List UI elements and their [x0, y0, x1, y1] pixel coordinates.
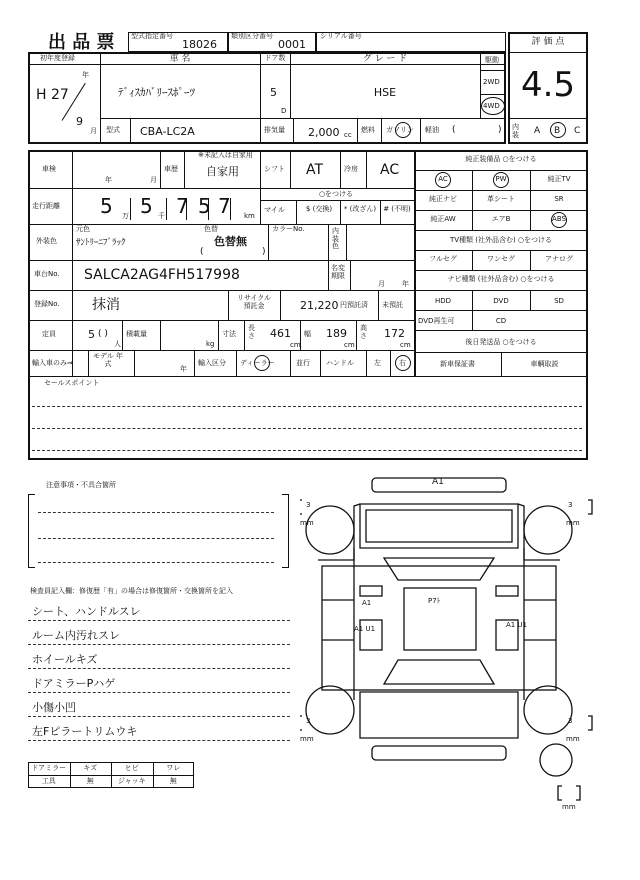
navi-item-0: HDD — [434, 297, 452, 305]
mileage-digit: 5 — [198, 194, 211, 218]
note-underline — [28, 740, 290, 741]
color-label: 外装色 — [36, 237, 57, 245]
note-item: ルーム内汚れスレ — [32, 629, 120, 642]
damage-label-right: A1 U1 — [506, 621, 528, 629]
equip-line — [414, 270, 588, 271]
diesel-paren-open: ( — [452, 125, 456, 135]
dim-label: 寸法 — [222, 330, 236, 338]
note-underline — [28, 692, 290, 693]
recycle-label: リサイクル預託金 — [236, 294, 272, 311]
interior-c: C — [574, 126, 581, 136]
row1-v1 — [100, 52, 101, 144]
tire-unit-fr: mm — [566, 519, 580, 527]
length-value: 461 — [270, 327, 291, 340]
recycle-paid: 円預託済 — [340, 301, 368, 309]
equip-line — [414, 250, 588, 251]
equip-vline — [472, 170, 473, 230]
acc-table-col — [111, 762, 112, 788]
month-unit: 月 — [90, 127, 97, 135]
spec-v-shift2 — [290, 150, 291, 188]
spec-v-namechg — [328, 260, 329, 290]
drive-line2 — [480, 94, 506, 95]
front-left-wheel — [306, 506, 354, 554]
mileage-label: 走行距離 — [32, 202, 60, 210]
notes-label: 注意事項・不具合箇所 — [46, 481, 116, 489]
spec-v-recycle — [228, 290, 229, 320]
unit-sen: 千 — [158, 212, 165, 220]
fuel-gasoline: ガソリン — [386, 126, 414, 134]
mileage-digit: 7 — [176, 194, 189, 218]
damage-label-left: A1 U1 — [354, 625, 376, 633]
spec-v-ac2 — [366, 150, 367, 188]
spec-v-import5 — [290, 350, 291, 376]
spec-v-mile — [260, 188, 261, 224]
colorno-label: カラーNo. — [272, 225, 305, 233]
equip-line — [414, 230, 588, 231]
load-unit: kg — [206, 340, 215, 348]
use-label: 車歴 — [164, 165, 178, 173]
spec-v-int2 — [346, 224, 347, 260]
equip-item-0: AC — [438, 175, 448, 183]
spec-v-import — [88, 350, 89, 376]
altered-label: * (改ざん) — [343, 205, 377, 213]
acc-cell: ヒビ — [124, 764, 139, 772]
equip-vline — [472, 290, 473, 330]
serial-label: シリアル番号 — [320, 32, 362, 40]
rear-left-wheel — [306, 686, 354, 734]
displacement-unit: cc — [344, 131, 352, 139]
ac-value: AC — [380, 162, 400, 178]
later-item-1: 車輌取説 — [530, 360, 559, 368]
tire-depth-fr: 3 — [568, 501, 573, 509]
car-diagram — [300, 470, 600, 810]
registration-label: 登録No. — [34, 300, 60, 308]
score-divider — [508, 52, 588, 53]
equip-vline — [472, 250, 473, 270]
front-right-wheel — [524, 506, 572, 554]
car-name: ﾃﾞｨｽｶﾊﾞﾘｰｽﾎﾟｰﾂ — [118, 86, 195, 99]
mileage-separator — [186, 198, 187, 220]
mileage-separator — [208, 198, 209, 220]
color2-paren-close: ) — [262, 247, 266, 257]
reg-number-label: 型式指定番号 — [131, 32, 173, 40]
dvd-label: DVD再生可 — [418, 317, 455, 325]
sales-line-3 — [32, 450, 582, 451]
model-year-suffix: 年 — [180, 365, 187, 373]
row1-v9 — [381, 118, 382, 144]
acc-cell: キズ — [83, 764, 98, 772]
equip-line — [414, 170, 588, 171]
spec-v-import8 — [390, 350, 391, 376]
spec-v-dim2 — [244, 320, 245, 350]
note-underline — [28, 668, 290, 669]
spare-tire — [540, 744, 572, 776]
later-header: 後日発送品 ○をつける — [465, 338, 537, 346]
acc-cell: ワレ — [166, 764, 181, 772]
equip-item-7: エアB — [491, 215, 511, 223]
notes-bracket-left — [28, 494, 35, 568]
damage-label-front: A1 — [432, 477, 444, 487]
row1-v6 — [260, 118, 261, 144]
acc-cell: ジャッキ — [117, 777, 146, 785]
note-item: シート、ハンドルスレ — [32, 605, 141, 618]
spec-v-load — [122, 320, 123, 350]
damage-label-a1: A1 — [362, 599, 372, 607]
equip-vline — [530, 170, 531, 230]
interior-b-circle — [550, 122, 566, 138]
drive-label: 駆動 — [485, 56, 499, 64]
notes-bracket-right — [282, 494, 289, 568]
ac-label: 冷房 — [344, 165, 358, 173]
spec-v-import2 — [134, 350, 135, 376]
tv-item-0: フルセグ — [429, 255, 457, 263]
note-underline — [28, 620, 290, 621]
equip-selected-circle — [551, 212, 567, 228]
spec-v-use2 — [184, 150, 185, 188]
spec-v-int — [328, 224, 329, 260]
mileage-separator — [230, 198, 231, 220]
tire-depth-fl: 3 — [306, 501, 311, 509]
chassis-value: SALCA2AG4FH517998 — [84, 267, 240, 283]
spec-v-dim3 — [300, 320, 301, 350]
equip-selected-circle — [493, 172, 509, 188]
capacity-paren: ( ) — [98, 329, 108, 339]
drive-4wd-circle — [481, 97, 505, 115]
import-type-label: 輸入区分 — [198, 359, 226, 367]
spec-line-d — [28, 290, 414, 291]
trunk — [360, 692, 518, 738]
spec-v-import6 — [320, 350, 321, 376]
row1-v2 — [260, 52, 261, 118]
equip-item-2: 純正TV — [547, 175, 571, 183]
spec-v-namechg2 — [350, 260, 351, 290]
handle-right: 右 — [399, 359, 406, 367]
interior-color-label: 内装色 — [332, 227, 339, 251]
score-value: 4.5 — [520, 65, 576, 105]
width-label: 幅 — [304, 330, 311, 338]
acc-cell: ドアミラー — [31, 764, 67, 772]
spec-v-use — [160, 150, 161, 188]
model-year-label: モデル 年式 — [93, 352, 123, 368]
sales-point-label: セールスポイント — [44, 379, 100, 387]
acc-cell: 無 — [169, 777, 177, 785]
equip-item-4: 革シート — [487, 195, 515, 203]
orig-color: ｻﾝﾄﾘｰﾆﾌﾞﾗｯｸ — [76, 238, 126, 248]
chassis-label: 車台No. — [34, 270, 60, 278]
mile-label: マイル — [264, 206, 285, 214]
tire-unit-fl: mm — [300, 519, 314, 527]
name-change-month: 月 — [378, 280, 385, 288]
equip-line — [414, 290, 588, 291]
unit-km: km — [244, 212, 255, 220]
acc-table-col — [153, 762, 154, 788]
row1-v3 — [290, 52, 291, 118]
import-dealer: ディーラー — [240, 359, 275, 367]
damage-label-p7: P7ﾄ — [428, 597, 441, 605]
exchange-label: $ (交換) — [305, 205, 333, 213]
load-label: 積載量 — [126, 330, 147, 338]
handle-right-circle — [395, 355, 411, 371]
note-underline — [28, 716, 290, 717]
sales-line-1 — [32, 406, 582, 407]
spec-v-load2 — [160, 320, 161, 350]
tire-depth-rl: 3 — [306, 717, 311, 725]
spec-line-a — [28, 188, 414, 189]
doors-value: 5 — [270, 86, 277, 99]
equip-item-3: 純正ナビ — [429, 195, 457, 203]
mileage-digit: 5 — [140, 194, 153, 218]
length-label: 長さ — [248, 324, 255, 340]
rear-window — [384, 660, 494, 684]
drive-4wd: 4WD — [483, 102, 500, 110]
displacement-label: 排気量 — [264, 126, 285, 134]
fuel-diesel: 軽油 — [425, 126, 439, 134]
tire-depth-rr: 3 — [568, 717, 573, 725]
equip-header: 純正装備品 ○をつける — [465, 155, 537, 163]
displacement-value: 2,000 — [308, 126, 340, 139]
acc-cell: 無 — [86, 777, 94, 785]
year-unit: 年 — [82, 71, 89, 79]
registration-value: 抹消 — [92, 297, 120, 313]
spec-v-mile3 — [340, 200, 341, 224]
grade-label: グ レ ー ド — [362, 54, 408, 64]
spec-v-recycle3 — [378, 290, 379, 320]
capacity-label: 定員 — [42, 330, 56, 338]
spec-v-import7 — [366, 350, 367, 376]
shaken-year-unit: 年 — [105, 176, 112, 184]
first-reg-month: 9 — [76, 115, 83, 128]
mile-note-line — [260, 200, 414, 201]
import-label: 輸入車のみ⇒ — [32, 359, 73, 367]
unknown-label: # (不明) — [383, 205, 411, 213]
color2-paren-open: ( — [200, 247, 204, 257]
note-item: ドアミラーPハゲ — [32, 677, 116, 690]
row1-v7 — [293, 118, 294, 144]
spec-v-dim4 — [356, 320, 357, 350]
navi-item-1: DVD — [493, 297, 509, 305]
spec-v-mile2 — [296, 200, 297, 224]
spec-v-ac — [340, 150, 341, 188]
spec-v-recycle2 — [280, 290, 281, 320]
spare-unit: mm — [562, 803, 576, 811]
inspector-note: 検査員記入欄：修復歴「有」の場合は修復箇所・交換箇所を記入 — [30, 587, 233, 595]
row1-v10 — [420, 118, 421, 144]
width-value: 189 — [326, 327, 347, 340]
tire-unit-rr: mm — [566, 735, 580, 743]
score-label: 評 価 点 — [531, 37, 565, 47]
shift-label: シフト — [264, 165, 285, 173]
handle-left: 左 — [374, 359, 381, 367]
mileage-separator — [130, 198, 131, 220]
rear-bumper — [372, 746, 506, 760]
equip-vline — [530, 250, 531, 270]
height-unit: cm — [400, 341, 411, 349]
equip-line — [414, 310, 588, 311]
acc-cell: 工具 — [41, 777, 56, 785]
row1-v5 — [130, 118, 131, 144]
reg-number-value: 18026 — [182, 38, 217, 51]
circle-note: ○をつける — [318, 190, 354, 198]
tv-header: TV種類 (社外品含む) ○をつける — [449, 236, 553, 244]
acc-table-col — [70, 762, 71, 788]
shaken-label: 車検 — [42, 165, 56, 173]
height-label: 高さ — [360, 324, 367, 340]
sales-line-2 — [32, 428, 582, 429]
use-note: ※未記入は自家用 — [198, 151, 253, 159]
model-label: 型式 — [106, 126, 120, 134]
spec-line-f — [28, 350, 414, 351]
tire-unit-rl: mm — [300, 735, 314, 743]
import-dealer-circle — [254, 355, 270, 371]
doors-type: D — [281, 107, 287, 115]
shift-value: AT — [306, 162, 324, 178]
navi-item-2: SD — [554, 297, 564, 305]
note-underline — [28, 644, 290, 645]
rear-right-wheel — [524, 686, 572, 734]
spec-v-import3 — [194, 350, 195, 376]
length-unit: cm — [290, 341, 301, 349]
spec-v-mile4 — [380, 200, 381, 224]
spec-equip-divider — [414, 150, 416, 376]
tv-item-1: ワンセグ — [487, 255, 515, 263]
capacity-value: 5 — [88, 328, 95, 341]
note-item: 小傷小凹 — [32, 701, 76, 714]
windshield — [384, 558, 494, 580]
cd-label: CD — [495, 317, 507, 325]
recycle-amount: 21,220 — [300, 299, 339, 312]
grade-value: HSE — [373, 86, 397, 99]
sheet-title: 出 品 票 — [48, 32, 115, 53]
spec-v-colorno — [268, 224, 269, 260]
first-reg-era: H 27 — [36, 87, 69, 103]
name-change-day: 年 — [402, 280, 409, 288]
navi-header: ナビ種類 (社外品含む) ○をつける — [447, 275, 555, 283]
mileage-digit: 7 — [218, 194, 231, 218]
notes-line-3 — [38, 562, 274, 563]
unit-man: 万 — [122, 212, 129, 220]
fuel-gasoline-circle — [395, 122, 411, 138]
shaken-month-unit: 月 — [150, 176, 157, 184]
row1-bottom-line — [100, 118, 506, 119]
spec-label-col — [72, 150, 73, 376]
tv-item-2: アナログ — [545, 255, 573, 263]
interior-a: A — [534, 126, 541, 136]
diesel-paren-close: ) — [498, 125, 502, 135]
equip-item-6: 純正AW — [430, 215, 456, 223]
interior-b: B — [554, 126, 561, 136]
row1-v8 — [357, 118, 358, 144]
later-item-0: 新車保証書 — [440, 360, 475, 368]
equip-selected-circle — [435, 172, 451, 188]
spec-line-c — [28, 260, 414, 261]
mileage-separator — [166, 198, 167, 220]
mileage-digit: 5 — [100, 194, 113, 218]
interior-label: 内装 — [512, 123, 519, 139]
width-unit: cm — [344, 341, 355, 349]
handle-label: ハンドル — [326, 359, 354, 367]
class-number-value: 0001 — [278, 38, 306, 51]
drive-line1 — [480, 70, 506, 71]
equip-vline — [501, 352, 502, 376]
drive-2wd: 2WD — [483, 78, 500, 86]
car-name-label: 車 名 — [169, 54, 191, 64]
spec-line-g — [28, 376, 588, 377]
spec-v-import4 — [236, 350, 237, 376]
color2-value: 色替無 — [214, 235, 247, 248]
orig-color-label: 元色 — [76, 225, 90, 233]
equip-line — [414, 210, 588, 211]
import-parallel: 並行 — [296, 359, 310, 367]
doors-label: ドア数 — [264, 54, 286, 62]
equip-item-8: ABS — [552, 215, 566, 223]
equip-item-5: SR — [554, 195, 564, 203]
first-reg-label: 初年度登録 — [40, 54, 75, 62]
color2-label: 色替 — [204, 225, 218, 233]
name-change-label: 名変期限 — [331, 264, 345, 281]
interior-divider — [508, 118, 588, 119]
recycle-unpaid: 未預託 — [382, 301, 403, 309]
height-value: 172 — [384, 327, 405, 340]
fuel-label: 燃料 — [361, 126, 375, 134]
equip-item-1: PW — [495, 175, 507, 183]
model-value: CBA-LC2A — [140, 125, 195, 138]
capacity-unit: 人 — [114, 340, 121, 348]
spec-v-dim — [218, 320, 219, 350]
note-item: ホイールキズ — [32, 653, 98, 666]
class-number-label: 類別区分番号 — [231, 32, 273, 40]
equip-line — [414, 330, 588, 331]
notes-line-1 — [38, 512, 274, 513]
note-item: 左Fピラートリムウキ — [32, 725, 138, 738]
use-value: 自家用 — [206, 165, 239, 178]
equip-vline — [530, 290, 531, 310]
spec-v-shift — [260, 150, 261, 188]
notes-line-2 — [38, 538, 274, 539]
equip-line — [414, 190, 588, 191]
